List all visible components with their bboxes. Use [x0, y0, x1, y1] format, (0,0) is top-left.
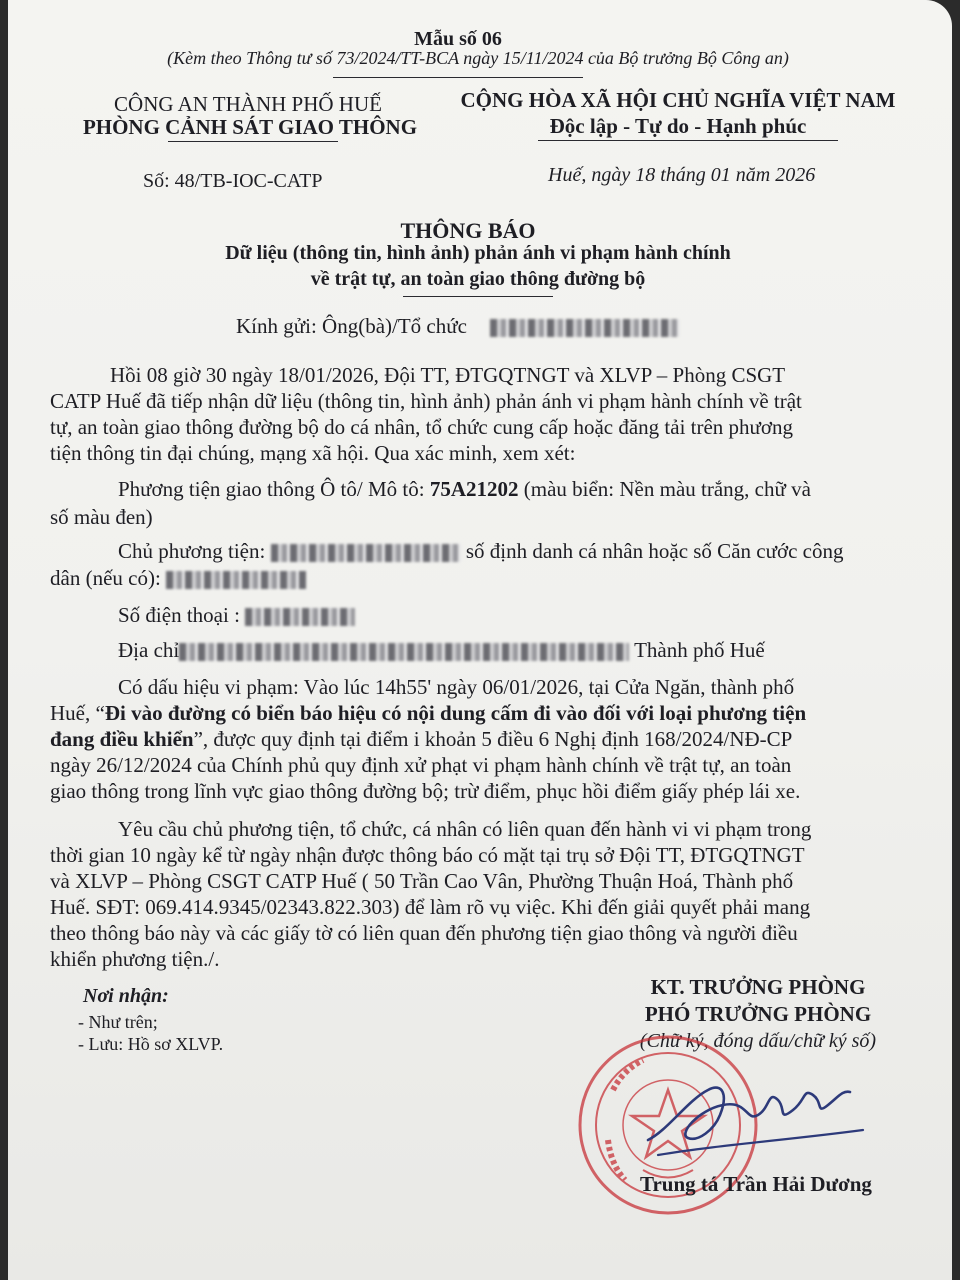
place-date: Huế, ngày 18 tháng 01 năm 2026 — [548, 164, 816, 186]
address-line — [50, 637, 888, 663]
text-line: Huế. SĐT: 069.414.9345/02343.822.303) để làm rõ vụ việc. Khi đến giải quyết phải mang — [50, 895, 811, 919]
text-line: số màu đen) — [50, 505, 153, 529]
text-line: khiển phương tiện./. — [50, 947, 220, 971]
text-line: giao thông trong lĩnh vực giao thông đường bộ; trừ điểm, phục hồi điểm giấy phép lái xe. — [50, 779, 801, 803]
redacted-owner — [271, 544, 461, 562]
vehicle-line — [50, 476, 888, 502]
recipient-label: Kính gửi: Ông(bà)/Tổ chức — [236, 314, 467, 338]
signature-note: (Chữ ký, đóng dấu/chữ ký số) — [639, 1030, 877, 1052]
document-number: Số: 48/TB-IOC-CATP — [143, 170, 323, 192]
text-line: Có dấu hiệu vi phạm: Vào lúc 14h55' ngày 06/01/2026, tại Cửa Ngăn, thành phố — [118, 675, 795, 699]
text-line: Hồi 08 giờ 30 ngày 18/01/2026, Đội TT, ĐTGQTNGT và XLVP – Phòng CSGT — [110, 363, 786, 387]
paragraph-intro — [50, 362, 888, 388]
redacted-recipient — [490, 319, 680, 337]
vehicle-label: Phương tiện giao thông Ô tô/ Mô tô: — [118, 477, 430, 501]
recipients-item: - Như trên; — [78, 1012, 158, 1032]
notice-title: THÔNG BÁO — [400, 218, 536, 243]
signer-name: Trung tá Trần Hải Dương — [640, 1172, 872, 1196]
address-label: Địa chỉ — [118, 638, 180, 662]
text-line: theo thông báo này và các giấy tờ có liên quan đến phương tiện giao thông và người điều — [50, 921, 798, 945]
plate-color-text: (màu biển: Nền màu trắng, chữ và — [518, 477, 811, 501]
signature-title-2: PHÓ TRƯỞNG PHÒNG — [644, 1002, 872, 1026]
nation-title: CỘNG HÒA XÃ HỘI CHỦ NGHĨA VIỆT NAM — [460, 88, 896, 112]
text-line: tự, an toàn giao thông đường bộ do cá nhân, tổ chức cung cấp hoặc đăng tải trên phương — [50, 415, 794, 439]
owner-id-text: số định danh cá nhân hoặc số Căn cước công — [460, 539, 844, 563]
handwritten-signature — [628, 1060, 888, 1170]
violation-description: Đi vào đường có biển báo hiệu có nội dung cấm đi vào đối với loại phương tiện — [104, 701, 807, 725]
issuer-line1: CÔNG AN THÀNH PHỐ HUẾ — [114, 92, 382, 116]
notice-subtitle-1: Dữ liệu (thông tin, hình ảnh) phản ánh vi phạm hành chính — [225, 242, 731, 264]
redacted-id — [166, 571, 306, 589]
text-span: Huế, “ — [50, 701, 105, 725]
title-rule — [403, 296, 553, 297]
recipients-heading: Nơi nhận: — [83, 985, 169, 1007]
form-number: Mẫu số 06 — [414, 28, 502, 50]
id-line — [50, 565, 888, 591]
phone-label: Số điện thoại : — [118, 603, 246, 627]
recipients-item: - Lưu: Hồ sơ XLVP. — [78, 1034, 224, 1054]
owner-label: Chủ phương tiện: — [118, 539, 271, 563]
license-plate: 75A21202 — [429, 477, 519, 501]
violation-line-2 — [50, 726, 888, 752]
text-line: tiện thông tin đại chúng, mạng xã hội. Qua xác minh, xem xét: — [50, 441, 576, 465]
motto-rule — [538, 140, 838, 141]
nation-motto: Độc lập - Tự do - Hạnh phúc — [549, 114, 807, 138]
text-line: thời gian 10 ngày kể từ ngày nhận được thông báo có mặt tại trụ sở Đội TT, ĐTGQTNGT — [50, 843, 805, 867]
signature-title-1: KT. TRƯỞNG PHÒNG — [650, 975, 866, 999]
owner-line — [50, 538, 888, 564]
violation-line — [50, 700, 888, 726]
notice-subtitle-2: về trật tự, an toàn giao thông đường bộ — [310, 268, 646, 290]
redacted-address — [179, 643, 629, 661]
form-reference: (Kèm theo Thông tư số 73/2024/TT-BCA ngày 15/11/2024 của Bộ trưởng Bộ Công an) — [167, 48, 789, 68]
text-line: CATP Huế đã tiếp nhận dữ liệu (thông tin, hình ảnh) phản ánh vi phạm hành chính về trật — [50, 389, 802, 413]
header-rule — [333, 77, 583, 78]
document-page — [8, 0, 952, 1280]
recipient-line — [236, 314, 680, 339]
redacted-phone — [245, 608, 355, 626]
text-line: và XLVP – Phòng CSGT CATP Huế ( 50 Trần Cao Vân, Phường Thuận Hoá, Thành phố — [50, 869, 794, 893]
text-line: ngày 26/12/2024 của Chính phủ quy định xử phạt vi phạm hành chính về trật tự, an toàn — [50, 753, 792, 777]
id-label: dân (nếu có): — [50, 566, 167, 590]
text-span: ”, được quy định tại điểm i khoản 5 điều 6 Nghị định 168/2024/NĐ-CP — [193, 727, 793, 751]
text-line: Yêu cầu chủ phương tiện, tổ chức, cá nhân có liên quan đến hành vi vi phạm trong — [118, 817, 812, 841]
violation-description-end: đang điều khiển — [50, 727, 194, 751]
phone-line — [50, 602, 888, 628]
address-city: Thành phố Huế — [629, 638, 765, 662]
issuer-rule — [168, 141, 338, 142]
issuer-line2: PHÒNG CẢNH SÁT GIAO THÔNG — [82, 115, 418, 139]
